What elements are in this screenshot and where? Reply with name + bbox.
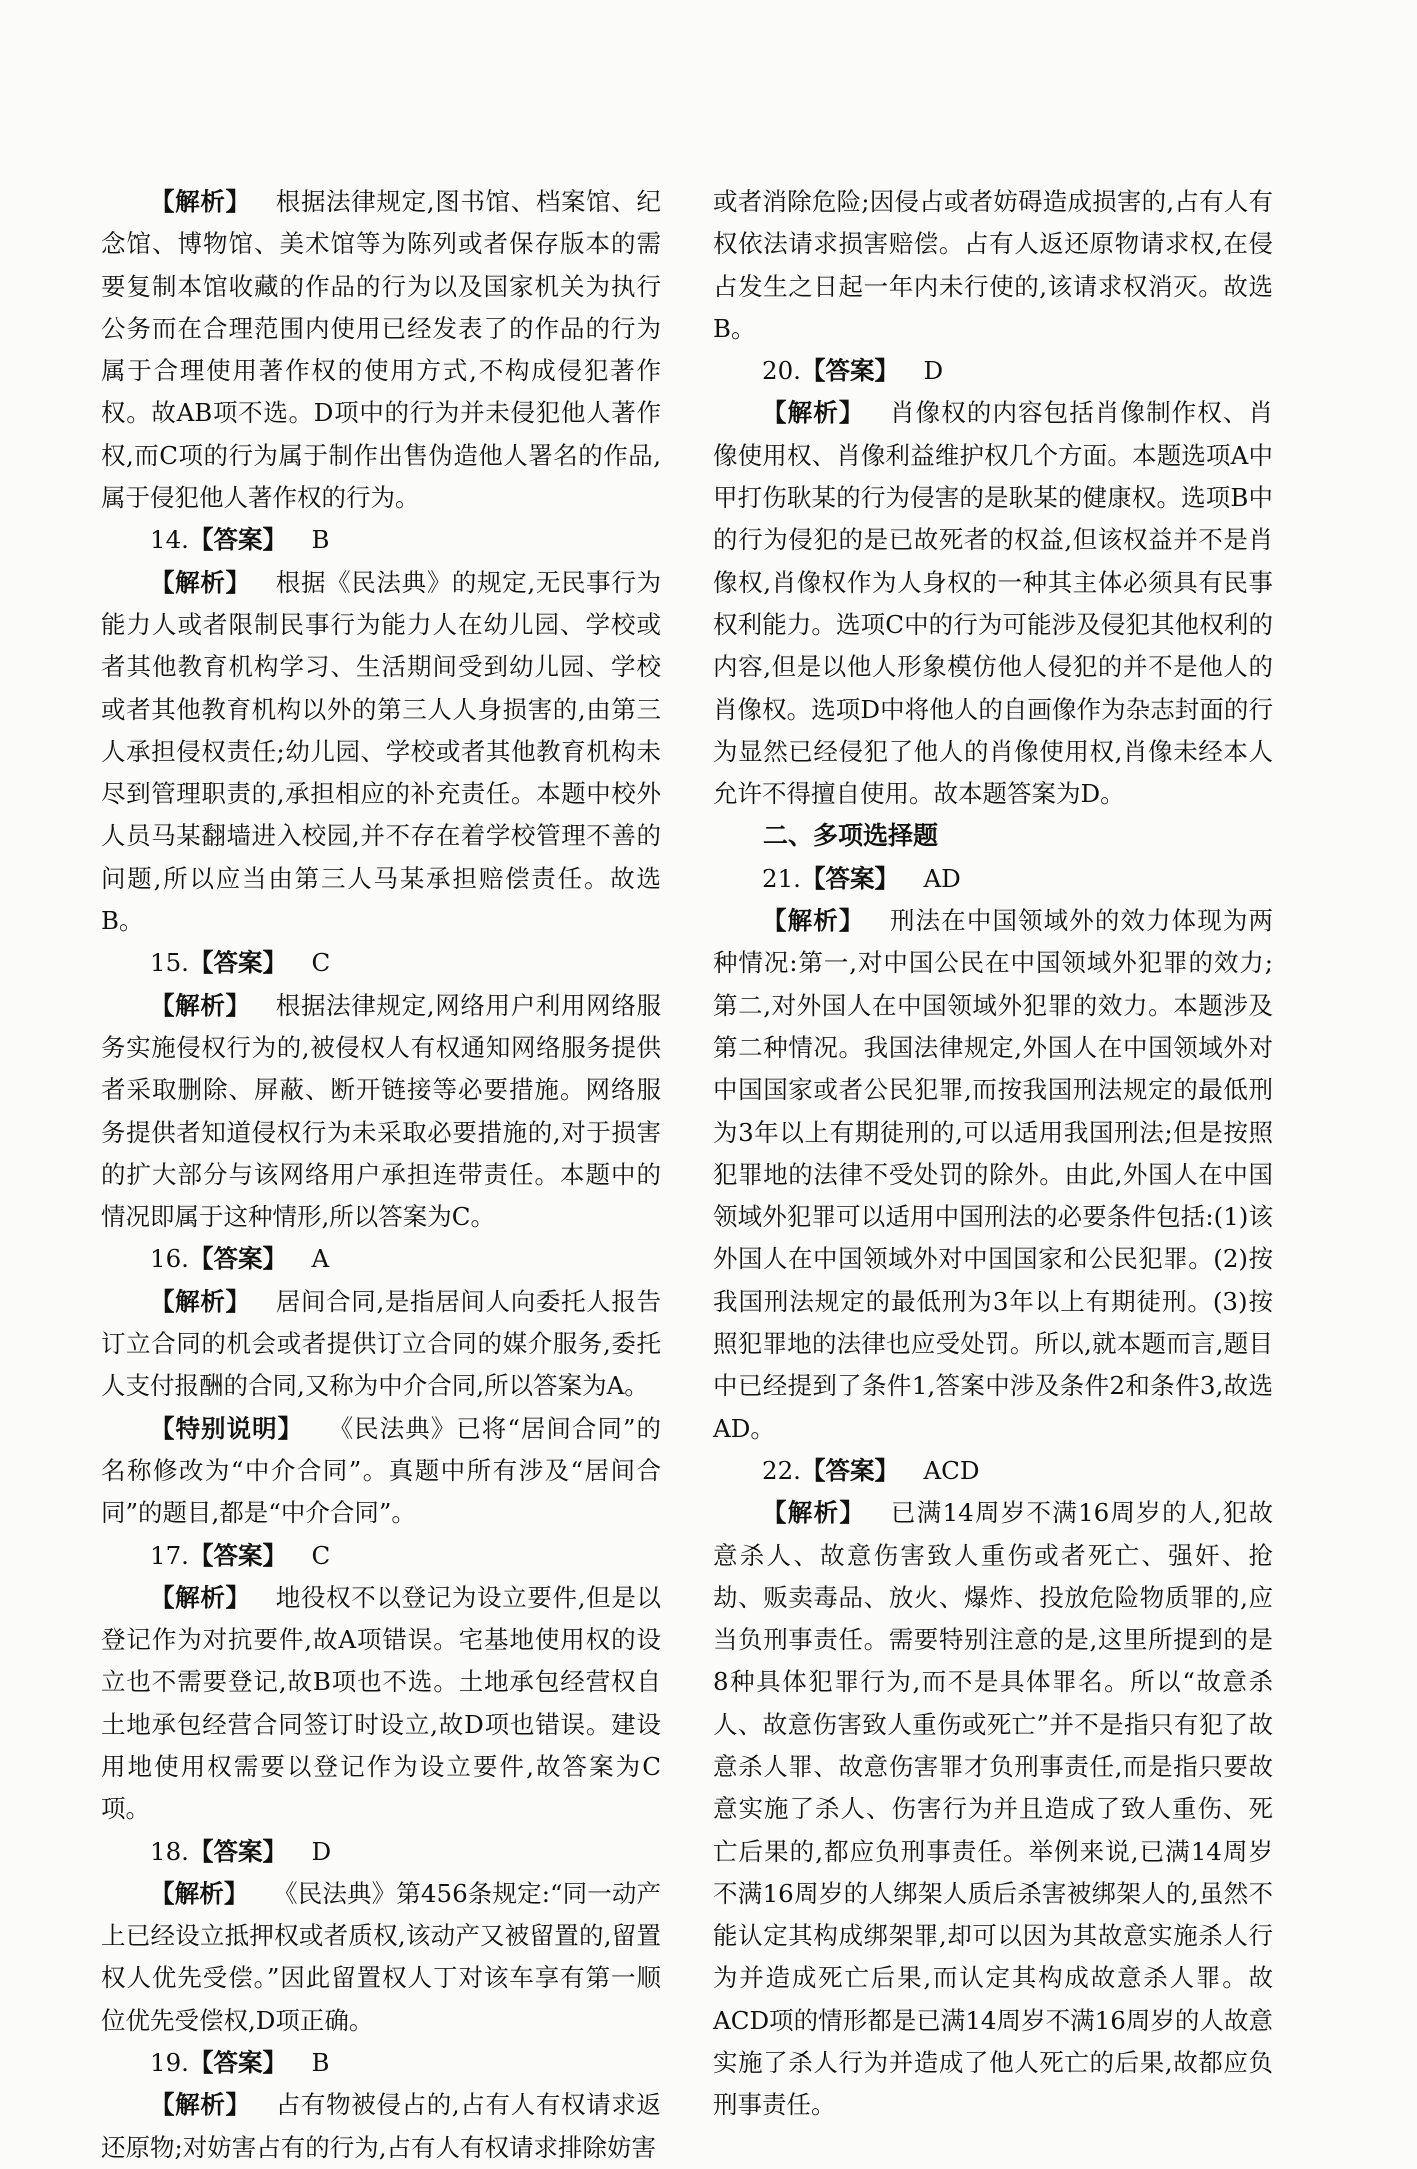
analysis-label: 【解析】	[150, 2090, 251, 2120]
analysis-label: 【解析】	[150, 567, 251, 597]
left-column	[101, 181, 661, 2169]
answer-value: B	[311, 2048, 330, 2078]
analysis-text: 根据法律规定,网络用户利用网络服务实施侵权行为的,被侵权人有权通知网络服务提供者采取删除、屏蔽、断开链接等必要措施。网络服务提供者知道侵权行为未采取必要措施的,对于损害的扩大部分与该网络用户承担连带责任。本题中的情况即属于这种情形,所以答案为C。	[101, 990, 661, 1232]
answer-value: D	[923, 356, 944, 386]
question-number: 20.	[762, 356, 801, 386]
answer-value: C	[311, 948, 331, 978]
answer-line-20	[713, 350, 1273, 392]
analysis-label: 【解析】	[150, 1878, 249, 1908]
analysis-paragraph-21	[713, 900, 1273, 1450]
analysis-text: 地役权不以登记为设立要件,但是以登记作为对抗要件,故A项错误。宅基地使用权的设立也不需要登记,故B项也不选。土地承包经营权自土地承包经营合同签订时设立,故D项也错误。建设用地使用权需要以登记作为设立要件,故答案为C项。	[101, 1582, 661, 1824]
question-number: 22.	[762, 1455, 801, 1485]
analysis-text: 刑法在中国领域外的效力体现为两种情况:第一,对中国公民在中国领域外犯罪的效力;第二,对外国人在中国领域外犯罪的效力。本题涉及第二种情况。我国法律规定,外国人在中国领域外对中国国家或者公民犯罪,而按我国刑法规定的最低刑为3年以上有期徒刑的,可以适用我国刑法;但是按照犯罪地的法律不受处罚的除外。由此,外国人在中国领域外犯罪可以适用中国刑法的必要条件包括:(1)该外国人在中国领域外对中国国家和公民犯罪。(2)按我国刑法规定的最低刑为3年以上有期徒刑。(3)按照犯罪地的法律也应受处罚。所以,就本题而言,题目中已经提到了条件1,答案中涉及条件2和条件3,故选AD。	[713, 906, 1273, 1443]
special-note-paragraph-16	[101, 1408, 661, 1535]
question-number: 14.	[150, 525, 189, 555]
analysis-text: 根据《民法典》的规定,无民事行为能力人或者限制民事行为能力人在幼儿园、学校或者其他教育机构学习、生活期间受到幼儿园、学校或者其他教育机构以外的第三人人身损害的,由第三人承担侵权责任;幼儿园、学校或者其他教育机构未尽到管理职责的,承担相应的补充责任。本题中校外人员马某翻墙进入校园,并不存在着学校管理不善的问题,所以应当由第三人马某承担赔偿责任。故选B。	[101, 567, 661, 936]
answer-label: 【答案】	[800, 1455, 899, 1485]
analysis-paragraph-18	[101, 1873, 661, 2042]
question-number: 19.	[150, 2048, 189, 2078]
analysis-text: 《民法典》第456条规定:“同一动产上已经设立抵押权或者质权,该动产又被留置的,留置权人优先受偿。”因此留置权人丁对该车享有第一顺位优先受偿权,D项正确。	[101, 1878, 662, 2035]
answer-line-21	[713, 858, 1273, 900]
answer-label: 【答案】	[188, 1244, 287, 1274]
answer-value: B	[311, 525, 330, 555]
analysis-label: 【解析】	[150, 990, 251, 1020]
answer-line-15	[101, 942, 661, 984]
analysis-continuation-19: 或者消除危险;因侵占或者妨碍造成损害的,占有人有权依法请求损害赔偿。占有人返还原物请求权,在侵占发生之日起一年内未行使的,该请求权消灭。故选B。	[713, 187, 1273, 343]
answer-line-17	[101, 1535, 661, 1577]
analysis-text: 已满14周岁不满16周岁的人,犯故意杀人、故意伤害致人重伤或者死亡、强奸、抢劫、贩卖毒品、放火、爆炸、投放危险物质罪的,应当负刑事责任。需要特别注意的是,这里所提到的是8种具体犯罪行为,而不是具体罪名。所以“故意杀人、故意伤害致人重伤或死亡”并不是指只有犯了故意杀人罪、故意伤害罪才负刑事责任,而是指只要故意实施了杀人、伤害行为并且造成了致人重伤、死亡后果的,都应负刑事责任。举例来说,已满14周岁不满16周岁的人绑架人质后杀害被绑架人的,虽然不能认定其构成绑架罪,却可以因为其故意实施杀人行为并造成死亡后果,而认定其构成故意杀人罪。故ACD项的情形都是已满14周岁不满16周岁的人故意实施了杀人行为并造成了他人死亡的后果,故都应负刑事责任。	[713, 1498, 1274, 2120]
analysis-text: 居间合同,是指居间人向委托人报告订立合同的机会或者提供订立合同的媒介服务,委托人支付报酬的合同,又称为中介合同,所以答案为A。	[101, 1286, 661, 1401]
right-column	[713, 181, 1273, 2127]
answer-line-19	[101, 2042, 661, 2084]
analysis-paragraph-17	[101, 1577, 661, 1831]
analysis-text: 根据法律规定,图书馆、档案馆、纪念馆、博物馆、美术馆等为陈列或者保存版本的需要复制本馆收藏的作品的行为以及国家机关为执行公务而在合理范围内使用已经发表了的作品的行为属于合理使用著作权的使用方式,不构成侵犯著作权。故AB项不选。D项中的行为并未侵犯他人著作权,而C项的行为属于制作出售伪造他人署名的作品,属于侵犯他人著作权的行为。	[101, 187, 661, 513]
question-number: 21.	[762, 863, 801, 893]
question-number: 16.	[150, 1244, 189, 1274]
question-number: 18.	[150, 1836, 189, 1866]
analysis-paragraph-14	[101, 562, 661, 943]
answer-value: C	[311, 1540, 331, 1570]
answer-label: 【答案】	[188, 948, 287, 978]
answer-value: AD	[923, 863, 961, 893]
answer-label: 【答案】	[188, 1540, 287, 1570]
section-title: 二、多项选择题	[763, 821, 939, 851]
analysis-paragraph-19	[101, 2084, 661, 2169]
answer-line-22	[713, 1450, 1273, 1492]
special-note-text: 《民法典》已将“居间合同”的名称修改为“中介合同”。真题中所有涉及“居间合同”的题目,都是“中介合同”。	[101, 1413, 661, 1528]
analysis-label: 【解析】	[762, 398, 865, 428]
question-number: 15.	[150, 948, 189, 978]
answer-label: 【答案】	[800, 863, 899, 893]
answer-line-16	[101, 1238, 661, 1280]
analysis-paragraph-16	[101, 1281, 661, 1408]
answer-line-18	[101, 1831, 661, 1873]
analysis-label: 【解析】	[762, 1498, 866, 1528]
special-note-label: 【特别说明】	[150, 1413, 304, 1443]
question-number: 17.	[150, 1540, 189, 1570]
analysis-text: 占有物被侵占的,占有人有权请求返还原物;对妨害占有的行为,占有人有权请求排除妨害	[101, 2090, 661, 2162]
analysis-text: 肖像权的内容包括肖像制作权、肖像使用权、肖像利益维护权几个方面。本题选项A中甲打伤耿某的行为侵害的是耿某的健康权。选项B中的行为侵犯的是已故死者的权益,但该权益并不是肖像权,肖像权作为人身权的一种其主体必须具有民事权利能力。选项C中的行为可能涉及侵犯其他权利的内容,但是以他人形象模仿他人侵犯的并不是他人的肖像权。选项D中将他人的自画像作为杂志封面的行为显然已经侵犯了他人的肖像使用权,肖像未经本人允许不得擅自使用。故本题答案为D。	[713, 398, 1273, 809]
answer-value: D	[311, 1836, 332, 1866]
analysis-paragraph-20	[713, 392, 1273, 815]
answer-value: A	[311, 1244, 330, 1274]
answer-value: ACD	[923, 1455, 980, 1485]
analysis-label: 【解析】	[150, 1286, 251, 1316]
answer-label: 【答案】	[188, 1836, 287, 1866]
analysis-paragraph-15	[101, 985, 661, 1239]
analysis-paragraph-22	[713, 1492, 1273, 2126]
analysis-label: 【解析】	[150, 1582, 251, 1612]
answer-label: 【答案】	[188, 525, 287, 555]
answer-label: 【答案】	[188, 2048, 287, 2078]
analysis-label: 【解析】	[150, 187, 251, 216]
answer-line-14	[101, 519, 661, 561]
answer-label: 【答案】	[800, 356, 899, 386]
analysis-paragraph	[101, 181, 661, 519]
analysis-label: 【解析】	[762, 906, 865, 936]
